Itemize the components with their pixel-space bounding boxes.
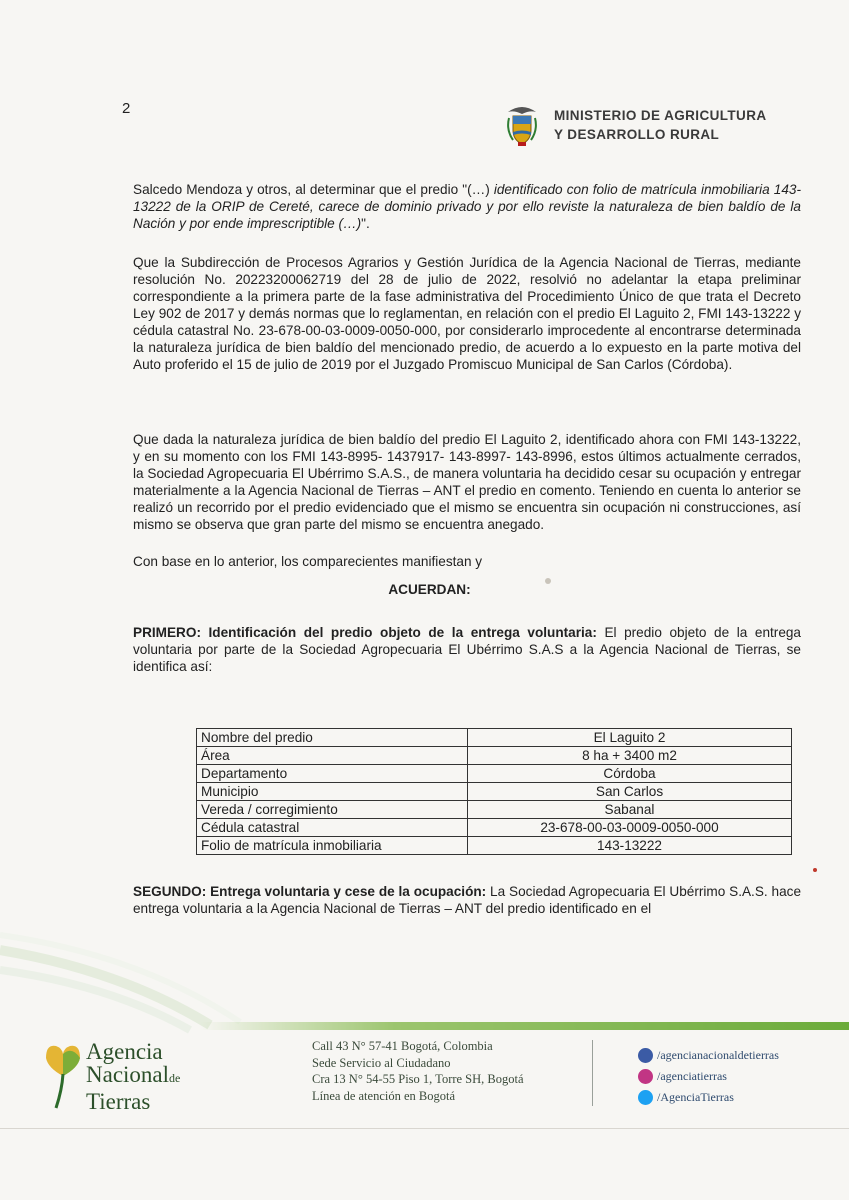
table-value: El Laguito 2	[468, 729, 792, 747]
table-row	[197, 819, 792, 837]
p1-end: ".	[361, 216, 370, 231]
ant-logo	[42, 1040, 180, 1113]
address-line-3: Cra 13 N° 54-55 Piso 1, Torre SH, Bogotá	[312, 1072, 524, 1086]
table-value: Sabanal	[468, 801, 792, 819]
twitter-icon	[638, 1090, 653, 1105]
social-twitter[interactable]	[638, 1087, 779, 1108]
paragraph-4: Con base en lo anterior, los comparecientes manifiestan y	[133, 554, 483, 569]
address-line-4: Línea de atención en Bogotá	[312, 1088, 455, 1103]
table-value: Córdoba	[468, 765, 792, 783]
ministry-line-2: Y DESARROLLO RURAL	[554, 127, 720, 142]
table-label: Folio de matrícula inmobiliaria	[197, 837, 468, 855]
instagram-handle: /agenciatierras	[657, 1069, 727, 1083]
logo-de: de	[169, 1071, 181, 1085]
footer-divider	[592, 1040, 593, 1106]
table-label: Área	[197, 747, 468, 765]
table-value: 8 ha + 3400 m2	[468, 747, 792, 765]
table-value: 143-13222	[468, 837, 792, 855]
table-label: Vereda / corregimiento	[197, 801, 468, 819]
address-line-1: Call 43 N° 57-41 Bogotá, Colombia	[312, 1039, 493, 1053]
table-row	[197, 729, 792, 747]
predio-table	[196, 728, 792, 855]
footer-green-band	[200, 1022, 849, 1030]
page-bottom-edge	[0, 1128, 849, 1129]
paragraph-2: Que la Subdirección de Procesos Agrarios y Gestión Jurídica de la Agencia Nacional de Tierras, mediante resolución No. 20223200062719 del 28 de julio de 2022, resolvió no adelantar la etapa preliminar correspondiente a la primera parte de la fase administrativa del Procedimiento Único de que trata el Decreto Ley 902 de 2017 y demás normas que lo reglamentan, en relación con el predio El Laguito 2, FMI 143-13222 y cédula catastral No. 23-678-00-03-0009-0050-000, por considerarlo improcedente al encontrarse determinada la naturaleza jurídica de bien baldío del mencionado predio, de acuerdo a lo expuesto en la parte motiva del Auto proferido el 15 de julio de 2019 por el Juzgado Promiscuo Municipal de San Carlos (Córdoba).	[133, 255, 801, 372]
footer-address	[312, 1038, 524, 1104]
paragraph-3: Que dada la naturaleza jurídica de bien baldío del predio El Laguito 2, identificado ahora con FMI 143-13222, y en su momento con los FMI 143-8995- 1437917- 143-8997- 143-8996, estos últimos actualmente cerrados, la Sociedad Agropecuaria El Ubérrimo S.A.S., de manera voluntaria ha decidido cesar su ocupación y entregar materialmente a la Agencia Nacional de Tierras – ANT el predio en comento. Teniendo en cuenta lo anterior se realizó un recorrido por el predio evidenciado que el mismo se encuentra sin ocupación ni construcciones, así mismo se observa que gran parte del mismo se encuentra anegado.	[133, 432, 801, 532]
segundo-heading: SEGUNDO: Entrega voluntaria y cese de la ocupación:	[133, 884, 487, 899]
social-instagram[interactable]	[638, 1066, 779, 1087]
table-row	[197, 747, 792, 765]
logo-line-2: Nacional	[86, 1062, 170, 1087]
logo-line-3: Tierras	[86, 1089, 151, 1114]
table-row	[197, 837, 792, 855]
acuerdan-heading: ACUERDAN:	[388, 582, 471, 597]
segundo-text: La Sociedad Agropecuaria El Ubérrimo S.A.S. hace entrega voluntaria a la Agencia Nacional de Tierras – ANT del predio identificado en el	[133, 884, 801, 916]
clause-primero	[133, 624, 801, 675]
footer-social	[638, 1045, 779, 1108]
table-row	[197, 765, 792, 783]
table-value: 23-678-00-03-0009-0050-000	[468, 819, 792, 837]
table-label: Nombre del predio	[197, 729, 468, 747]
p1-quote: identificado con folio de matrícula inmobiliaria 143-13222 de la ORIP de Cereté, carece de dominio privado y por ello reviste la naturaleza de bien baldío de la Nación y por ende imprescriptible (…)	[133, 182, 801, 231]
table-label: Departamento	[197, 765, 468, 783]
ministry-line-1: MINISTERIO DE AGRICULTURA	[554, 108, 767, 123]
facebook-handle: /agencianacionaldetierras	[657, 1048, 779, 1062]
logo-line-1: Agencia	[86, 1039, 163, 1064]
ministry-header	[500, 102, 767, 148]
scan-speck	[813, 868, 817, 872]
primero-text: El predio objeto de la entrega voluntaria por parte de la Sociedad Agropecuaria El Ubérrimo S.A.S a la Agencia Nacional de Tierras, se identifica así:	[133, 625, 801, 674]
facebook-icon	[638, 1048, 653, 1063]
table-label: Cédula catastral	[197, 819, 468, 837]
primero-heading: PRIMERO: Identificación del predio objeto de la entrega voluntaria:	[133, 625, 597, 640]
ant-leaf-icon	[42, 1040, 84, 1112]
instagram-icon	[638, 1069, 653, 1084]
table-label: Municipio	[197, 783, 468, 801]
scan-speck	[545, 578, 551, 584]
paragraph-1	[133, 181, 801, 232]
page-number: 2	[122, 100, 131, 117]
social-facebook[interactable]	[638, 1045, 779, 1066]
address-line-2: Sede Servicio al Ciudadano	[312, 1055, 451, 1070]
clause-segundo	[133, 883, 801, 917]
table-row	[197, 783, 792, 801]
twitter-handle: /AgenciaTierras	[657, 1090, 734, 1104]
table-value: San Carlos	[468, 783, 792, 801]
coat-of-arms-icon	[500, 102, 544, 148]
table-row	[197, 801, 792, 819]
p1-start: Salcedo Mendoza y otros, al determinar que el predio "(…)	[133, 182, 494, 197]
